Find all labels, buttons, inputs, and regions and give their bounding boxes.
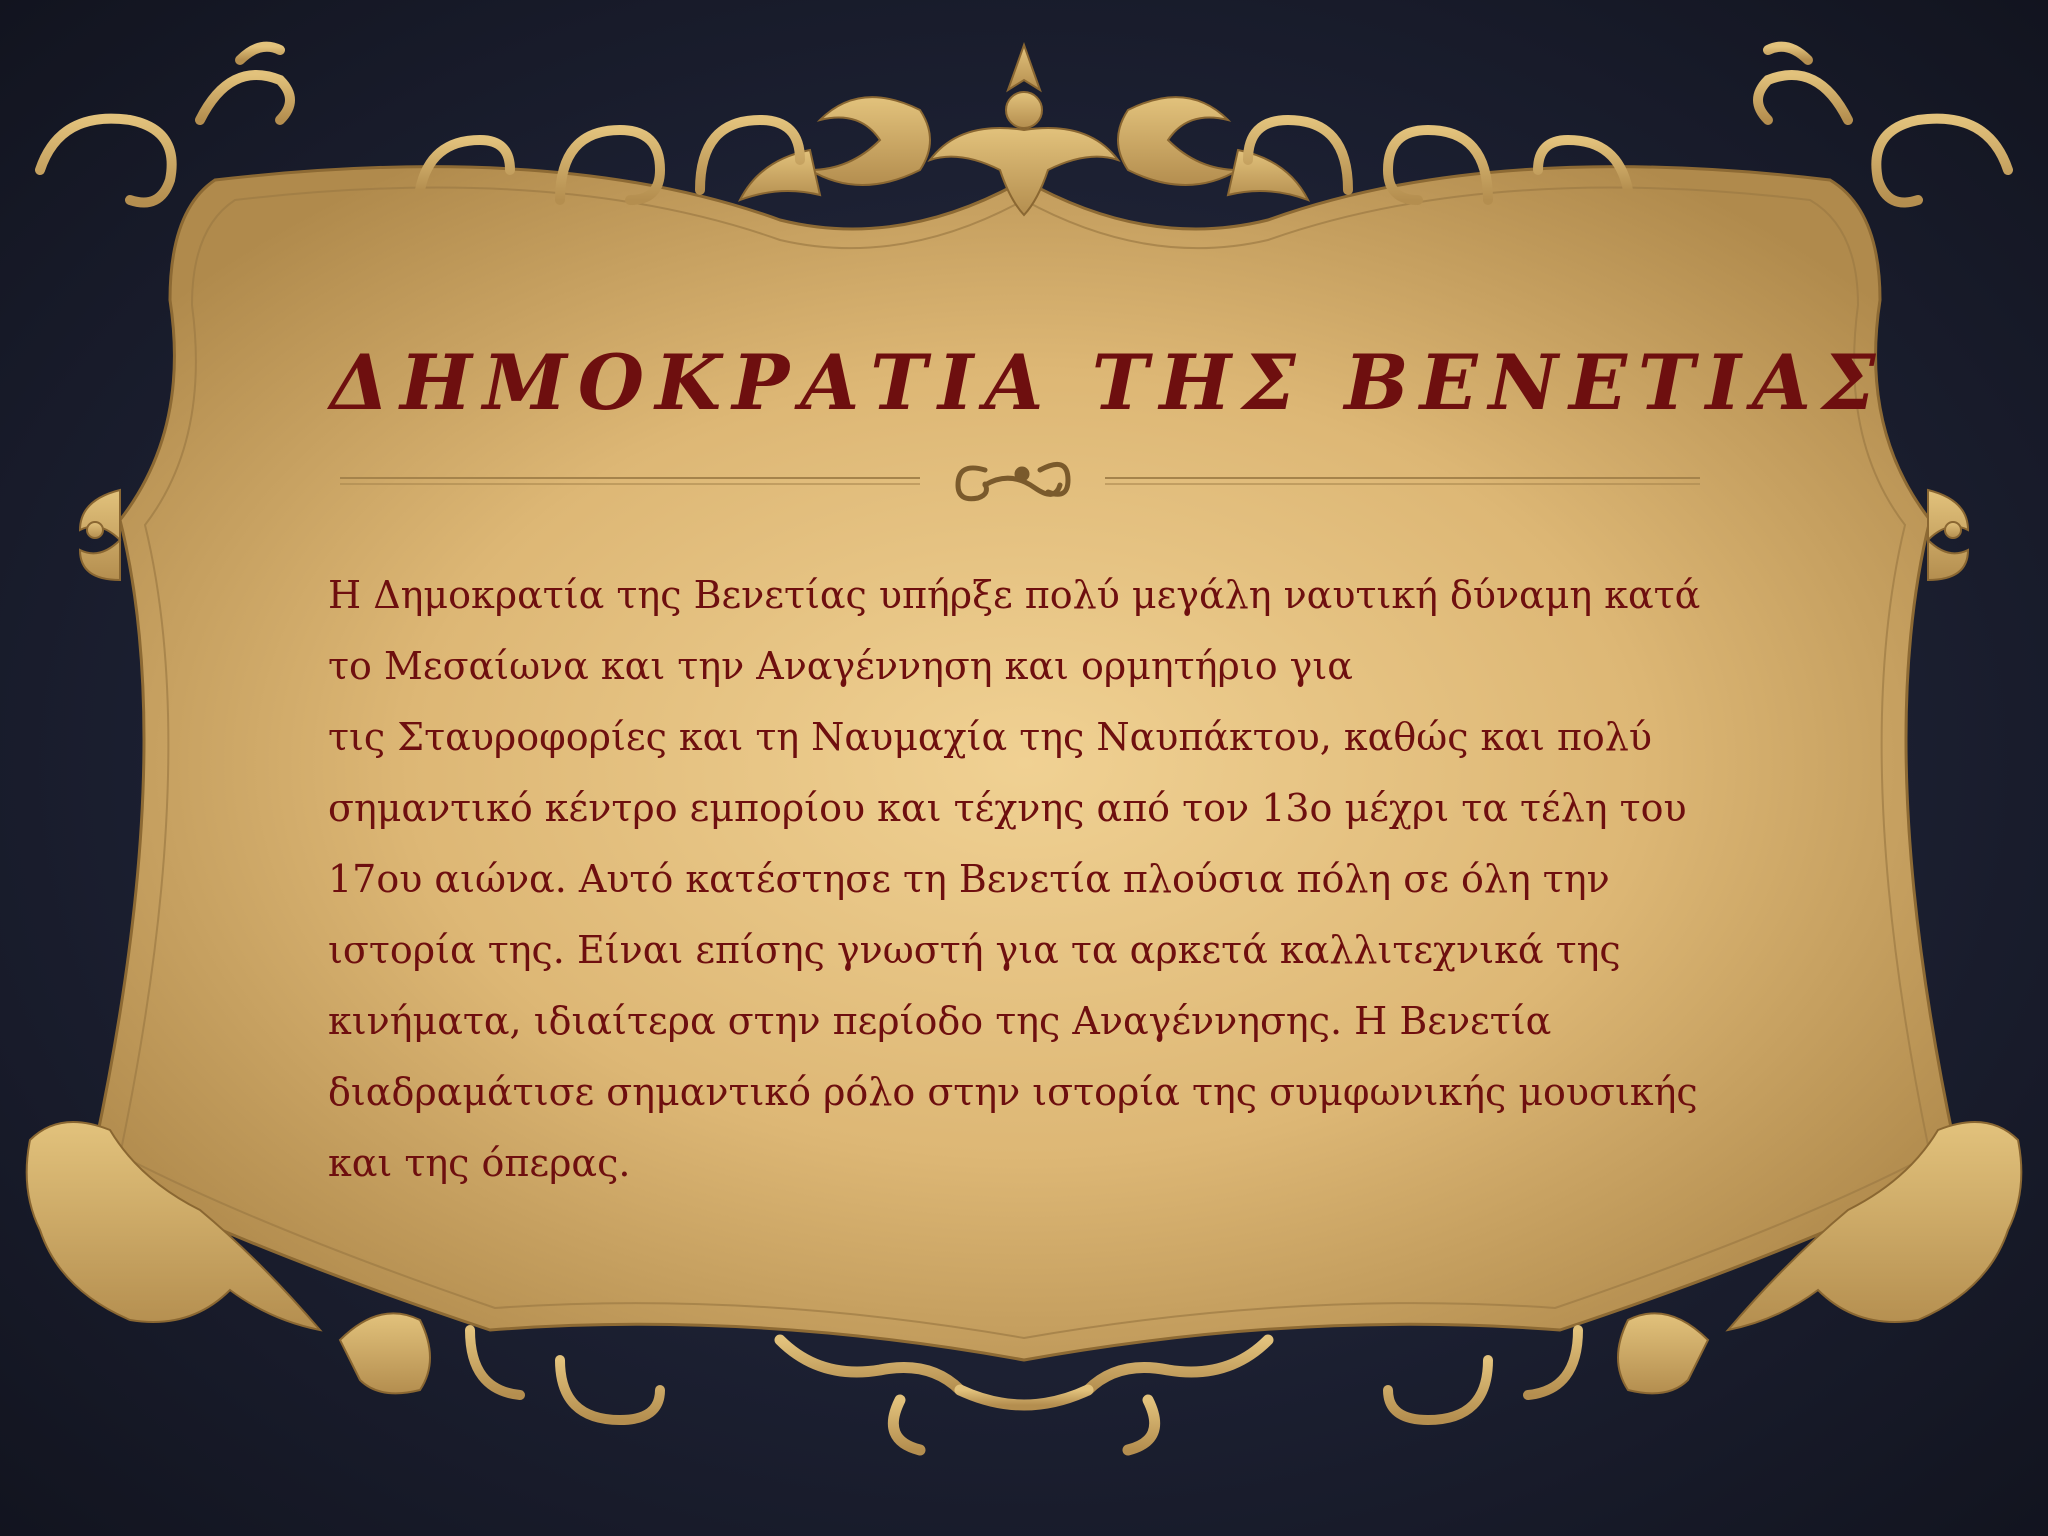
body-line: και της όπερας. [328, 1141, 631, 1185]
body-line: 17ου αιώνα. Αυτό κατέστησε τη Βενετία πλούσια πόλη σε όλη την [328, 857, 1610, 901]
body-line: διαδραμάτισε σημαντικό ρόλο στην ιστορία της συμφωνικής μουσικής [328, 1070, 1698, 1114]
body-line: σημαντικό κέντρο εμπορίου και τέχνης από τον 13ο μέχρι τα τέλη του [328, 786, 1687, 830]
top-right-swirls [1248, 47, 2008, 203]
right-side-ornament [1928, 490, 1968, 580]
top-left-swirls [40, 47, 800, 203]
body-line: ιστορία της. Είναι επίσης γνωστή για τα αρκετά καλλιτεχνικά της [328, 928, 1621, 972]
bottom-right-swirls [1388, 1330, 1578, 1420]
slide-title: ΔΗΜΟΚΡΑΤΙΑ ΤΗΣ ΒΕΝΕΤΙΑΣ [330, 338, 1887, 427]
body-line: κινήματα, ιδιαίτερα στην περίοδο της Αναγέννησης. Η Βενετία [328, 999, 1552, 1043]
bottom-left-swirls [470, 1330, 660, 1420]
body-line: Η Δημοκρατία της Βενετίας υπήρξε πολύ μεγάλη ναυτική δύναμη κατά [328, 573, 1701, 617]
top-center-crest [740, 45, 1308, 215]
left-side-ornament [80, 490, 120, 580]
body-line: το Μεσαίωνα και την Αναγέννηση και ορμητήριο για [328, 644, 1353, 688]
slide-body-text [328, 560, 1728, 1199]
body-line: τις Σταυροφορίες και τη Ναυμαχία της Ναυπάκτου, καθώς και πολύ [328, 715, 1652, 759]
